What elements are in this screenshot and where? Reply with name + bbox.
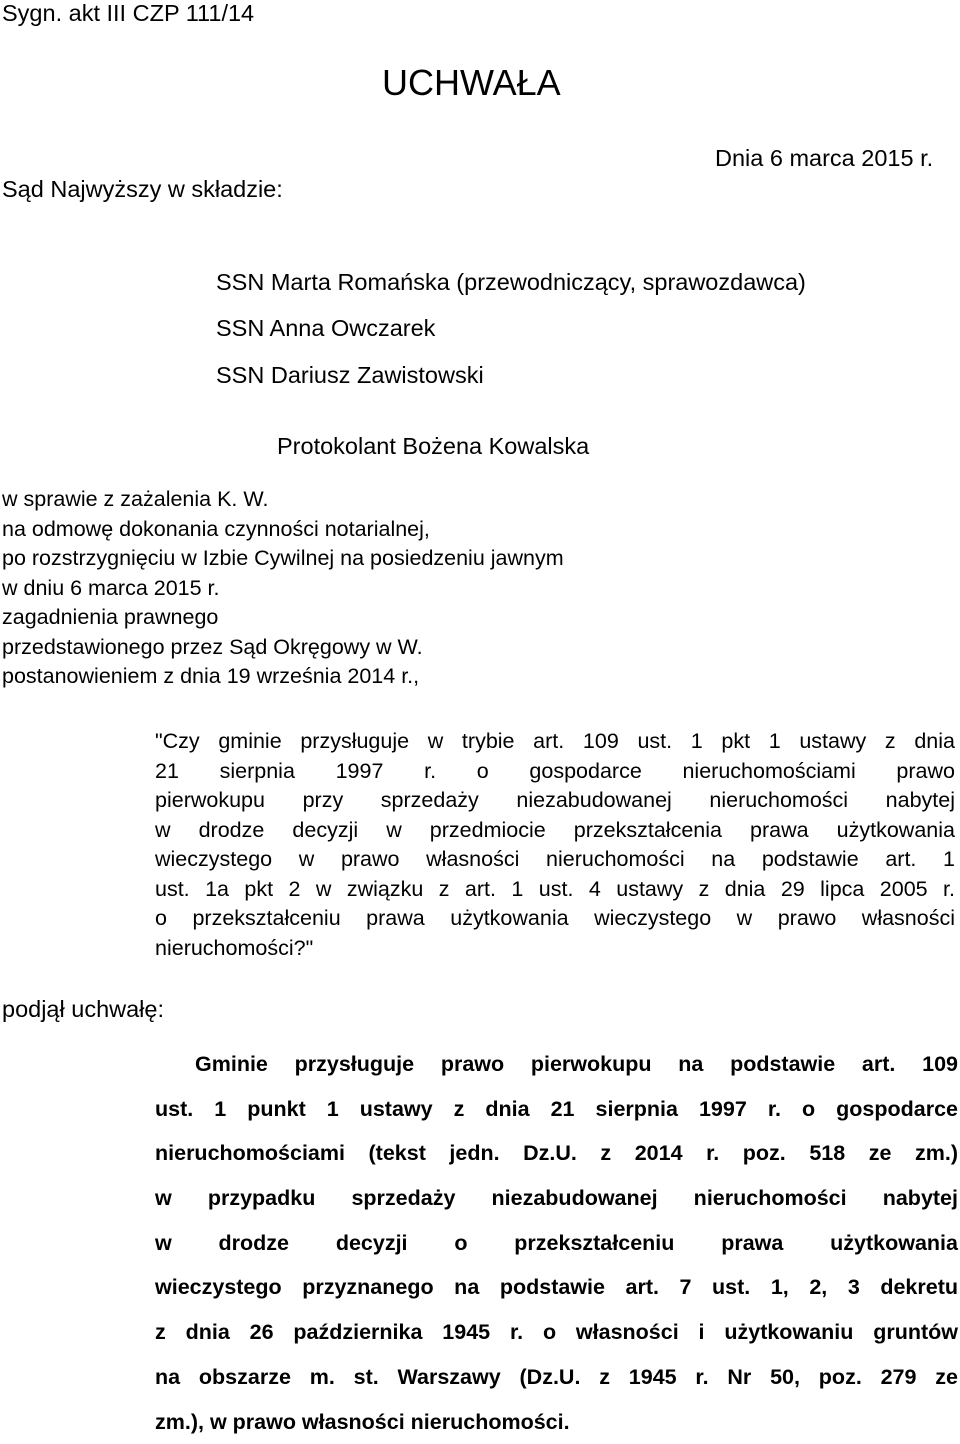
question-line: w drodze decyzji w przedmiocie przekształcenia prawa użytkowania	[155, 816, 955, 846]
resolution-line: z dnia 26 października 1945 r. o własności i użytkowaniu gruntów	[155, 1310, 958, 1355]
resolution-line: wieczystego przyznanego na podstawie art. 7 ust. 1, 2, 3 dekretu	[155, 1265, 958, 1310]
case-description	[2, 485, 564, 692]
resolution-line: nieruchomościami (tekst jedn. Dz.U. z 2014 r. poz. 518 ze zm.)	[155, 1131, 958, 1176]
resolution-text	[155, 1042, 958, 1444]
case-line: w sprawie z zażalenia K. W.	[2, 485, 564, 515]
case-line: postanowieniem z dnia 19 września 2014 r.,	[2, 662, 564, 692]
case-line: zagadnienia prawnego	[2, 603, 564, 633]
document-date: Dnia 6 marca 2015 r.	[715, 145, 933, 172]
question-line: pierwokupu przy sprzedaży niezabudowanej nieruchomości nabytej	[155, 786, 955, 816]
case-line: przedstawionego przez Sąd Okręgowy w W.	[2, 633, 564, 663]
question-line: nieruchomości?"	[155, 934, 955, 964]
resolution-label: podjął uchwałę:	[2, 996, 164, 1023]
judge-1: SSN Marta Romańska (przewodniczący, sprawozdawca)	[216, 269, 806, 296]
resolution-line: w przypadku sprzedaży niezabudowanej nieruchomości nabytej	[155, 1176, 958, 1221]
court-label: Sąd Najwyższy w składzie:	[2, 176, 283, 203]
question-line: o przekształceniu prawa użytkowania wieczystego w prawo własności	[155, 904, 955, 934]
question-line: 21 sierpnia 1997 r. o gospodarce nieruchomościami prawo	[155, 757, 955, 787]
case-line: w dniu 6 marca 2015 r.	[2, 574, 564, 604]
case-line: po rozstrzygnięciu w Izbie Cywilnej na posiedzeniu jawnym	[2, 544, 564, 574]
question-line: "Czy gminie przysługuje w trybie art. 109 ust. 1 pkt 1 ustawy z dnia	[155, 727, 955, 757]
case-line: na odmowę dokonania czynności notarialnej,	[2, 515, 564, 545]
court-clerk: Protokolant Bożena Kowalska	[277, 433, 589, 460]
resolution-line: Gminie przysługuje prawo pierwokupu na podstawie art. 109	[155, 1042, 958, 1087]
question-line: wieczystego w prawo własności nieruchomości na podstawie art. 1	[155, 845, 955, 875]
judge-3: SSN Dariusz Zawistowski	[216, 362, 484, 389]
judge-2: SSN Anna Owczarek	[216, 315, 435, 342]
resolution-line: na obszarze m. st. Warszawy (Dz.U. z 1945 r. Nr 50, poz. 279 ze	[155, 1355, 958, 1400]
case-signature: Sygn. akt III CZP 111/14	[2, 0, 254, 27]
question-line: ust. 1a pkt 2 w związku z art. 1 ust. 4 ustawy z dnia 29 lipca 2005 r.	[155, 875, 955, 905]
resolution-line: w drodze decyzji o przekształceniu prawa użytkowania	[155, 1221, 958, 1266]
document-title: UCHWAŁA	[382, 62, 561, 104]
legal-question	[155, 727, 955, 963]
resolution-line: ust. 1 punkt 1 ustawy z dnia 21 sierpnia 1997 r. o gospodarce	[155, 1087, 958, 1132]
resolution-line: zm.), w prawo własności nieruchomości.	[155, 1400, 958, 1444]
